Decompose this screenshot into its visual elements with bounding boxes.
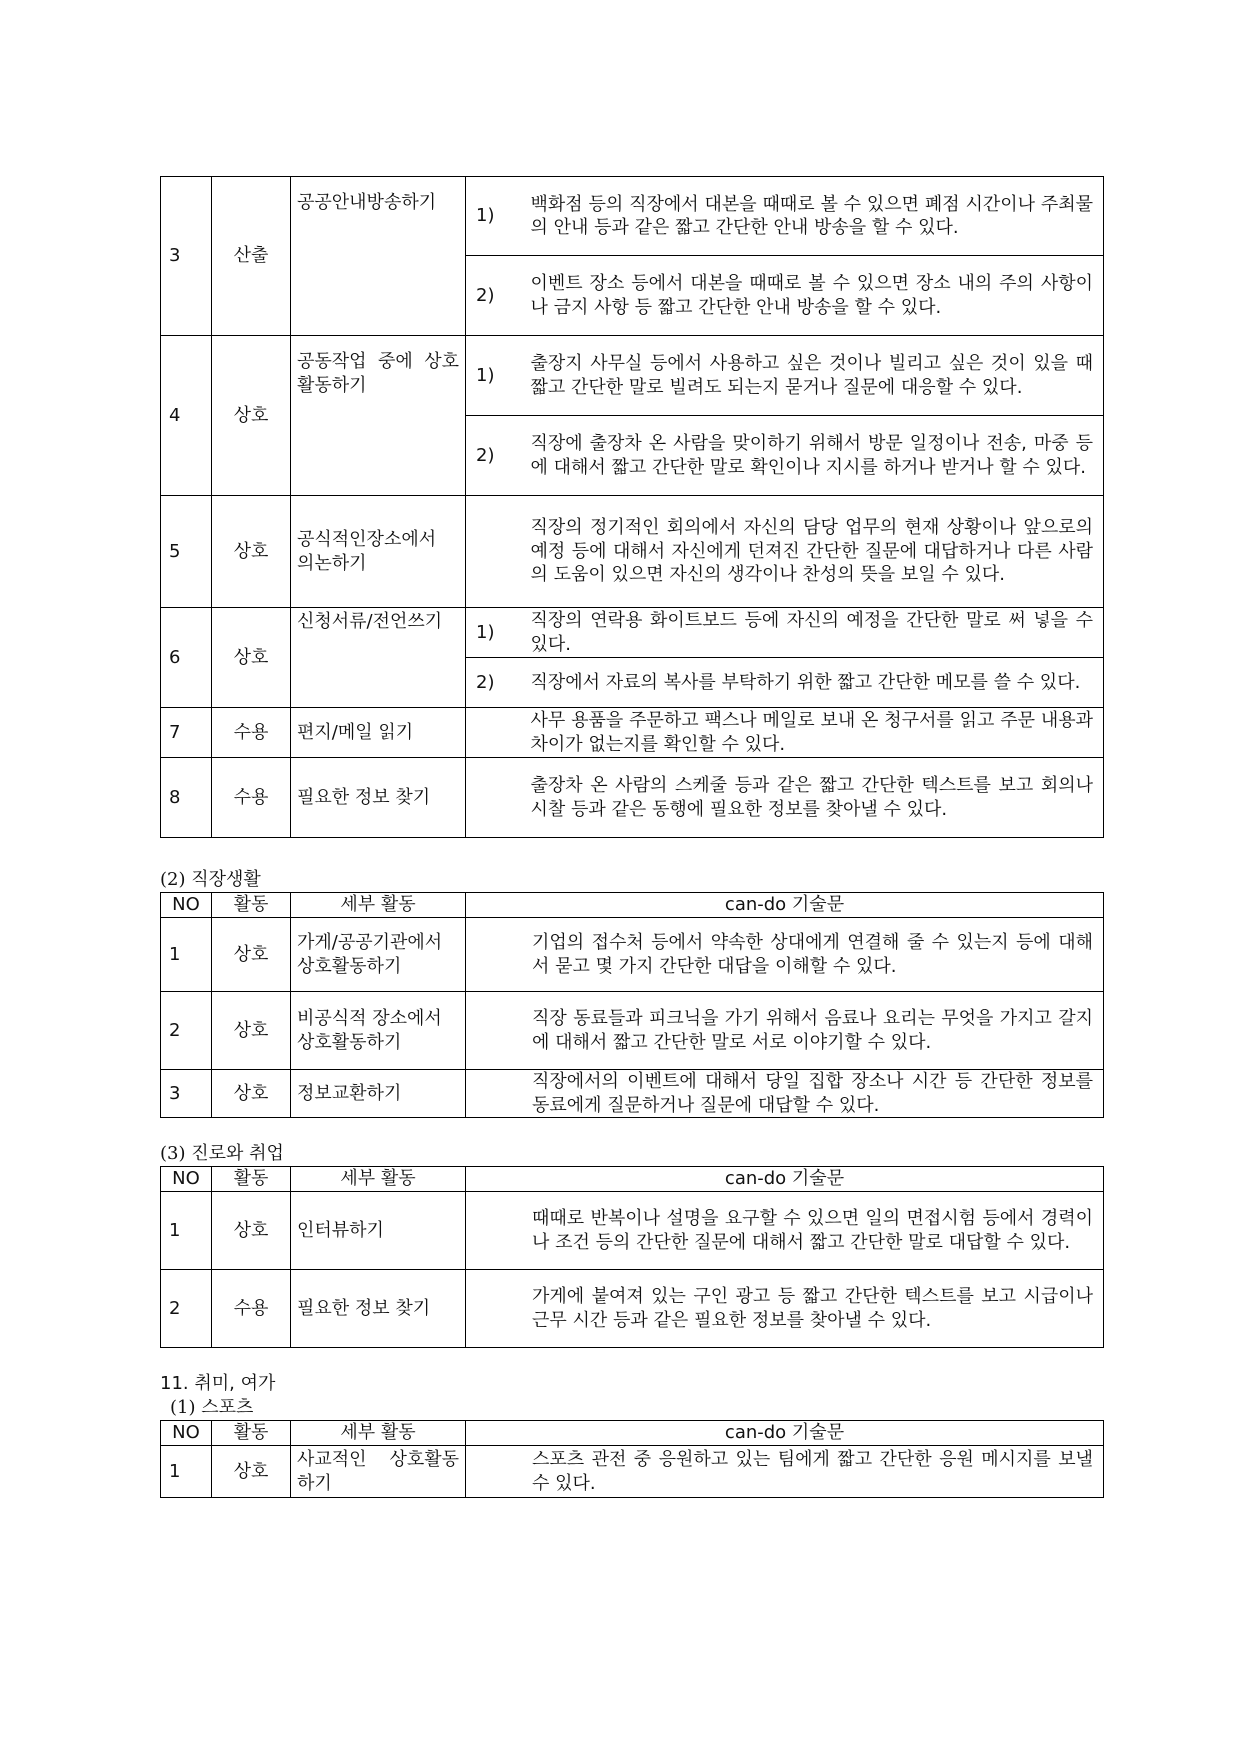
section-heading-workplace-life: (2) 직장생활 — [160, 869, 261, 890]
row-number: 4 — [161, 336, 212, 496]
sub-activity: 인터뷰하기 — [291, 1192, 466, 1270]
sub-activity: 공공안내방송하기 — [291, 177, 466, 336]
activity-type: 상호 — [212, 496, 291, 608]
table-row — [161, 992, 1104, 1070]
item-number: 2) — [466, 658, 525, 708]
column-header-activity: 활동 — [212, 1421, 291, 1446]
row-number: 6 — [161, 608, 212, 708]
cando-statement: 때때로 반복이나 설명을 요구할 수 있으면 일의 면접시험 등에서 경력이나 조건 등의 간단한 질문에 대해서 짧고 간단한 말로 대답할 수 있다. — [466, 1192, 1104, 1270]
sub-activity: 공동작업 중에 상호활동하기 — [291, 336, 466, 496]
activity-type: 상호 — [212, 1446, 291, 1498]
table-row — [161, 708, 1104, 758]
cando-table-workplace-tasks — [160, 176, 1104, 838]
table-row — [161, 608, 1104, 658]
column-header-no: NO — [161, 1167, 212, 1192]
sub-activity: 정보교환하기 — [291, 1070, 466, 1118]
table-row — [161, 1446, 1104, 1498]
table-header-row — [161, 1421, 1104, 1446]
row-number: 2 — [161, 1270, 212, 1348]
column-header-sub-activity: 세부 활동 — [291, 893, 466, 918]
section-heading-sports: (1) 스포츠 — [170, 1397, 254, 1418]
column-header-cando: can-do 기술문 — [466, 1421, 1104, 1446]
sub-activity: 필요한 정보 찾기 — [291, 1270, 466, 1348]
item-number: 2) — [466, 416, 525, 496]
column-header-cando: can-do 기술문 — [466, 893, 1104, 918]
cando-statement: 백화점 등의 직장에서 대본을 때때로 볼 수 있으면 폐점 시간이나 주최물의 안내 등과 같은 짧고 간단한 안내 방송을 할 수 있다. — [525, 177, 1104, 256]
item-number: 1) — [466, 608, 525, 658]
table-row — [161, 336, 1104, 416]
cando-statement: 직장의 연락용 화이트보드 등에 자신의 예정을 간단한 말로 써 넣을 수 있다. — [525, 608, 1104, 658]
column-header-activity: 활동 — [212, 893, 291, 918]
table-row — [161, 177, 1104, 256]
row-number: 1 — [161, 918, 212, 992]
activity-type: 상호 — [212, 608, 291, 708]
column-header-cando: can-do 기술문 — [466, 1167, 1104, 1192]
cando-statement: 사무 용품을 주문하고 팩스나 메일로 보내 온 청구서를 읽고 주문 내용과 차이가 없는지를 확인할 수 있다. — [525, 708, 1104, 758]
activity-type: 상호 — [212, 992, 291, 1070]
item-number — [466, 496, 525, 608]
column-header-sub-activity: 세부 활동 — [291, 1421, 466, 1446]
item-number: 2) — [466, 256, 525, 336]
cando-statement: 이벤트 장소 등에서 대본을 때때로 볼 수 있으면 장소 내의 주의 사항이나 금지 사항 등 짧고 간단한 안내 방송을 할 수 있다. — [525, 256, 1104, 336]
sub-activity: 가게/공공기관에서 상호활동하기 — [291, 918, 466, 992]
item-number: 1) — [466, 177, 525, 256]
cando-statement: 직장에서 자료의 복사를 부탁하기 위한 짧고 간단한 메모를 쓸 수 있다. — [525, 658, 1104, 708]
table-header-row — [161, 1167, 1104, 1192]
column-header-no: NO — [161, 893, 212, 918]
activity-type: 수용 — [212, 758, 291, 838]
section-heading-career: (3) 진로와 취업 — [160, 1143, 284, 1164]
cando-statement: 출장차 온 사람의 스케줄 등과 같은 짧고 간단한 텍스트를 보고 회의나 시찰 등과 같은 동행에 필요한 정보를 찾아낼 수 있다. — [525, 758, 1104, 838]
row-number: 2 — [161, 992, 212, 1070]
chapter-heading-hobbies: 11. 취미, 여가 — [160, 1373, 276, 1394]
cando-statement: 직장 동료들과 피크닉을 가기 위해서 음료나 요리는 무엇을 가지고 갈지에 대해서 짧고 간단한 말로 서로 이야기할 수 있다. — [466, 992, 1104, 1070]
table-row — [161, 1192, 1104, 1270]
row-number: 7 — [161, 708, 212, 758]
cando-statement: 기업의 접수처 등에서 약속한 상대에게 연결해 줄 수 있는지 등에 대해서 묻고 몇 가지 간단한 대답을 이해할 수 있다. — [466, 918, 1104, 992]
cando-table-workplace-life — [160, 892, 1104, 1118]
activity-type: 상호 — [212, 336, 291, 496]
cando-statement: 직장에 출장차 온 사람을 맞이하기 위해서 방문 일정이나 전송, 마중 등에 대해서 짧고 간단한 말로 확인이나 지시를 하거나 받거나 할 수 있다. — [525, 416, 1104, 496]
column-header-no: NO — [161, 1421, 212, 1446]
row-number: 8 — [161, 758, 212, 838]
activity-type: 상호 — [212, 918, 291, 992]
cando-table-career — [160, 1166, 1104, 1348]
table-row — [161, 496, 1104, 608]
row-number: 3 — [161, 177, 212, 336]
column-header-activity: 활동 — [212, 1167, 291, 1192]
sub-activity: 필요한 정보 찾기 — [291, 758, 466, 838]
cando-statement: 직장의 정기적인 회의에서 자신의 담당 업무의 현재 상황이나 앞으로의 예정 등에 대해서 자신에게 던져진 간단한 질문에 대답하거나 다른 사람의 도움이 있으면 자신의 생각이나 찬성의 뜻을 보일 수 있다. — [525, 496, 1104, 608]
item-number: 1) — [466, 336, 525, 416]
table-row — [161, 918, 1104, 992]
table-row — [161, 1270, 1104, 1348]
sub-activity: 편지/메일 읽기 — [291, 708, 466, 758]
table-row — [161, 1070, 1104, 1118]
sub-activity: 신청서류/전언쓰기 — [291, 608, 466, 708]
activity-type: 상호 — [212, 1192, 291, 1270]
cando-statement: 스포츠 관전 중 응원하고 있는 팀에게 짧고 간단한 응원 메시지를 보낼 수 있다. — [466, 1446, 1104, 1498]
table-header-row — [161, 893, 1104, 918]
cando-statement: 출장지 사무실 등에서 사용하고 싶은 것이나 빌리고 싶은 것이 있을 때 짧고 간단한 말로 빌려도 되는지 묻거나 질문에 대응할 수 있다. — [525, 336, 1104, 416]
item-number — [466, 758, 525, 838]
table-row — [161, 758, 1104, 838]
activity-type: 산출 — [212, 177, 291, 336]
item-number — [466, 708, 525, 758]
sub-activity: 비공식적 장소에서 상호활동하기 — [291, 992, 466, 1070]
column-header-sub-activity: 세부 활동 — [291, 1167, 466, 1192]
document-page — [160, 176, 1104, 1498]
activity-type: 상호 — [212, 1070, 291, 1118]
row-number: 3 — [161, 1070, 212, 1118]
sub-activity: 사교적인 상호활동하기 — [291, 1446, 466, 1498]
activity-type: 수용 — [212, 708, 291, 758]
row-number: 1 — [161, 1192, 212, 1270]
cando-table-sports — [160, 1420, 1104, 1498]
cando-statement: 직장에서의 이벤트에 대해서 당일 집합 장소나 시간 등 간단한 정보를 동료에게 질문하거나 질문에 대답할 수 있다. — [466, 1070, 1104, 1118]
row-number: 5 — [161, 496, 212, 608]
activity-type: 수용 — [212, 1270, 291, 1348]
cando-statement: 가게에 붙여져 있는 구인 광고 등 짧고 간단한 텍스트를 보고 시급이나 근무 시간 등과 같은 필요한 정보를 찾아낼 수 있다. — [466, 1270, 1104, 1348]
sub-activity: 공식적인장소에서 의논하기 — [291, 496, 466, 608]
row-number: 1 — [161, 1446, 212, 1498]
